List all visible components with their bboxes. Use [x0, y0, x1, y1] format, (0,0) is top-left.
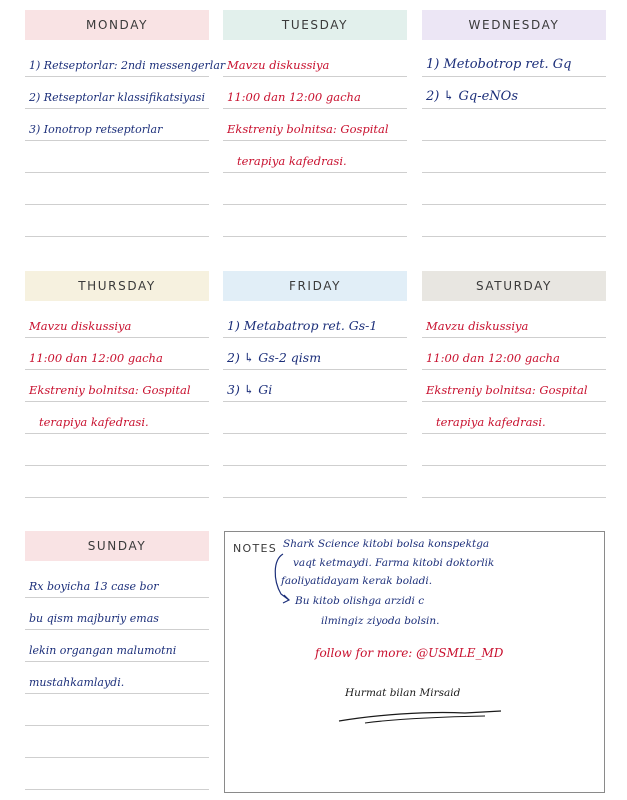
- entry-text: 2) Retseptorlar klassifikatsiyasi: [29, 91, 205, 104]
- entry-text: 11:00 dan 12:00 gacha: [426, 351, 560, 365]
- note-line: follow for more: @USMLE_MD: [315, 646, 504, 660]
- ruled-line[interactable]: [422, 205, 606, 237]
- ruled-line[interactable]: [422, 109, 606, 141]
- day-header-wednesday: WEDNESDAY: [422, 10, 606, 40]
- ruled-line[interactable]: [25, 173, 209, 205]
- ruled-line[interactable]: [422, 141, 606, 173]
- entry-text: Ekstreniy bolnitsa: Gospital: [29, 383, 191, 397]
- signature-underline: [335, 707, 505, 727]
- day-header-monday: MONDAY: [25, 10, 209, 40]
- entry-text: 1) Metabatrop ret. Gs-1: [227, 318, 378, 333]
- ruled-line[interactable]: [25, 109, 209, 141]
- entry-text: Mavzu diskussiya: [29, 319, 132, 333]
- note-line: ilmingiz ziyoda bolsin.: [321, 615, 440, 627]
- ruled-line[interactable]: [422, 434, 606, 466]
- ruled-line[interactable]: [25, 77, 209, 109]
- day-saturday: [422, 271, 606, 498]
- ruled-line[interactable]: [25, 758, 209, 790]
- ruled-line[interactable]: [25, 306, 209, 338]
- note-line: Shark Science kitobi bolsa konspektga: [283, 538, 490, 550]
- ruled-line[interactable]: [25, 598, 209, 630]
- day-lines-tuesday: [223, 45, 407, 237]
- day-header-thursday: THURSDAY: [25, 271, 209, 301]
- ruled-line[interactable]: [422, 306, 606, 338]
- day-tuesday: [223, 10, 407, 237]
- ruled-line[interactable]: [223, 109, 407, 141]
- entry-text: terapiya kafedrasi.: [39, 415, 149, 429]
- day-header-tuesday: TUESDAY: [223, 10, 407, 40]
- day-friday: [223, 271, 407, 498]
- ruled-line[interactable]: [25, 402, 209, 434]
- entry-text: terapiya kafedrasi.: [436, 415, 546, 429]
- ruled-line[interactable]: [223, 466, 407, 498]
- ruled-line[interactable]: [25, 141, 209, 173]
- note-line: vaqt ketmaydi. Farma kitobi doktorlik: [293, 557, 495, 569]
- ruled-line[interactable]: [25, 338, 209, 370]
- notes-label: NOTES: [233, 542, 278, 555]
- ruled-line[interactable]: [25, 662, 209, 694]
- day-header-sunday: SUNDAY: [25, 531, 209, 561]
- day-lines-saturday: [422, 306, 606, 498]
- day-lines-sunday: [25, 566, 209, 790]
- day-lines-thursday: [25, 306, 209, 498]
- ruled-line[interactable]: [422, 173, 606, 205]
- day-monday: [25, 10, 226, 237]
- entry-text: bu qism majburiy emas: [29, 612, 159, 625]
- entry-text: Mavzu diskussiya: [426, 319, 529, 333]
- ruled-line[interactable]: [25, 726, 209, 758]
- ruled-line[interactable]: [223, 402, 407, 434]
- entry-text: 2) ↳ Gq-eNOs: [426, 89, 518, 104]
- ruled-line[interactable]: [25, 466, 209, 498]
- entry-text: 2) ↳ Gs-2 qism: [227, 350, 322, 365]
- day-header-friday: FRIDAY: [223, 271, 407, 301]
- ruled-line[interactable]: [223, 77, 407, 109]
- ruled-line[interactable]: [25, 566, 209, 598]
- entry-text: Rx boyicha 13 case bor: [29, 580, 159, 593]
- ruled-line[interactable]: [25, 434, 209, 466]
- signature: Hurmat bilan Mirsaid: [345, 687, 461, 699]
- entry-text: 11:00 dan 12:00 gacha: [227, 90, 361, 104]
- entry-text: 1) Metobotrop ret. Gq: [426, 57, 572, 72]
- ruled-line[interactable]: [25, 370, 209, 402]
- entry-text: 1) Retseptorlar: 2ndi messengerlar: [29, 59, 226, 72]
- ruled-line[interactable]: [25, 205, 209, 237]
- ruled-line[interactable]: [422, 466, 606, 498]
- ruled-line[interactable]: [223, 338, 407, 370]
- note-line: Bu kitob olishga arzidi c: [295, 595, 425, 607]
- entry-text: 3) Ionotrop retseptorlar: [29, 123, 163, 136]
- entry-text: 3) ↳ Gi: [227, 382, 273, 397]
- ruled-line[interactable]: [223, 205, 407, 237]
- ruled-line[interactable]: [25, 694, 209, 726]
- notes-box[interactable]: [224, 531, 605, 793]
- ruled-line[interactable]: [422, 338, 606, 370]
- entry-text: Ekstreniy bolnitsa: Gospital: [227, 122, 389, 136]
- ruled-line[interactable]: [422, 45, 606, 77]
- entry-text: mustahkamlaydi.: [29, 676, 125, 689]
- day-lines-monday: [25, 45, 226, 237]
- entry-text: Ekstreniy bolnitsa: Gospital: [426, 383, 588, 397]
- day-sunday: [25, 531, 209, 790]
- day-header-saturday: SATURDAY: [422, 271, 606, 301]
- entry-text: lekin organgan malumotni: [29, 644, 177, 657]
- day-thursday: [25, 271, 209, 498]
- ruled-line[interactable]: [223, 306, 407, 338]
- ruled-line[interactable]: [223, 370, 407, 402]
- ruled-line[interactable]: [422, 370, 606, 402]
- entry-text: Mavzu diskussiya: [227, 58, 330, 72]
- ruled-line[interactable]: [223, 434, 407, 466]
- ruled-line[interactable]: [422, 77, 606, 109]
- ruled-line[interactable]: [422, 402, 606, 434]
- ruled-line[interactable]: [223, 45, 407, 77]
- entry-text: terapiya kafedrasi.: [237, 154, 347, 168]
- day-wednesday: [422, 10, 606, 237]
- ruled-line[interactable]: [25, 630, 209, 662]
- ruled-line[interactable]: [25, 45, 226, 77]
- ruled-line[interactable]: [223, 141, 407, 173]
- ruled-line[interactable]: [223, 173, 407, 205]
- entry-text: 11:00 dan 12:00 gacha: [29, 351, 163, 365]
- day-lines-friday: [223, 306, 407, 498]
- day-lines-wednesday: [422, 45, 606, 237]
- note-line: faoliyatidayam kerak boladi.: [281, 575, 433, 587]
